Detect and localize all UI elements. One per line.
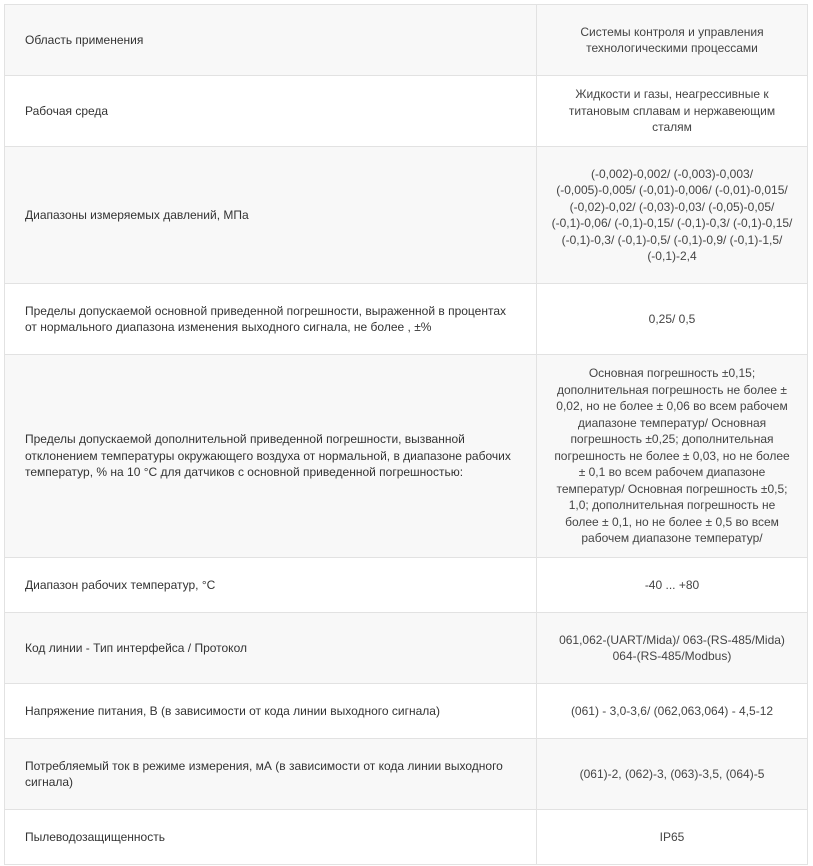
table-row [5, 76, 808, 147]
row-value: -40 ... +80 [644, 577, 700, 592]
row-label-cell [5, 810, 537, 865]
row-label: Напряжение питания, В (в зависимости от кода линии выходного сигнала) [25, 703, 440, 718]
row-value: Системы контроля и управления технологическими процессами [580, 24, 764, 55]
row-label: Диапазоны измеряемых давлений, МПа [25, 207, 249, 222]
row-value: (-0,002)-0,002/ (-0,003)-0,003/ (-0,005)-0,005/ (-0,01)-0,006/ (-0,01)-0,015/ (-0,02)-0,02/ (-0,03)-0,03/ (-0,05)-0,05/ (-0,1)-0,06/ (-0,1)-0,15/ (-0,1)-0,3/ (-0,1)-0,15/ (-0,1)-0,3/ (-0,1)-0,5/ (-0,1)-0,9/ (-0,1)-1,5/ (-0,1)-2,4 [551, 166, 793, 263]
row-value-cell [537, 613, 808, 684]
row-value-cell [537, 284, 808, 355]
row-label: Код линии - Тип интерфейса / Протокол [25, 640, 247, 655]
row-label-cell [5, 5, 537, 76]
row-label-cell [5, 613, 537, 684]
table-row [5, 355, 808, 558]
row-value-cell [537, 147, 808, 284]
row-value: Жидкости и газы, неагрессивные к титановым сплавам и нержавеющим сталям [568, 87, 776, 135]
row-value-cell [537, 76, 808, 147]
row-label-cell [5, 76, 537, 147]
specifications-table [4, 4, 808, 865]
table-row [5, 5, 808, 76]
row-label: Диапазон рабочих температур, °С [25, 577, 216, 592]
row-label-cell [5, 355, 537, 558]
row-label-cell [5, 684, 537, 739]
row-value: 0,25/ 0,5 [648, 311, 696, 326]
table-row [5, 810, 808, 865]
table-row [5, 558, 808, 613]
row-value-cell [537, 558, 808, 613]
table-row [5, 684, 808, 739]
row-label: Пределы допускаемой дополнительной приведенной погрешности, вызванной отклонением температуры окружающего воздуха от нормальной, в диапазоне рабочих температур, % на 10 °С для датчиков с основной приведенной погрешностью: [25, 432, 511, 480]
row-label-cell [5, 284, 537, 355]
row-label: Пределы допускаемой основной приведенной погрешности, выраженной в процентах от нормального диапазона изменения выходного сигнала, не более , ±% [25, 303, 506, 334]
row-label-cell [5, 147, 537, 284]
row-label-cell [5, 558, 537, 613]
table-row [5, 284, 808, 355]
row-value: 061,062-(UART/Mida)/ 063-(RS-485/Mida) 064-(RS-485/Modbus) [559, 632, 785, 663]
table-row [5, 613, 808, 684]
row-value: IP65 [659, 829, 685, 844]
table-row [5, 147, 808, 284]
row-label-cell [5, 739, 537, 810]
row-label: Рабочая среда [25, 103, 109, 118]
row-value: (061)-2, (062)-3, (063)-3,5, (064)-5 [579, 766, 765, 781]
row-value-cell [537, 355, 808, 558]
row-value-cell [537, 739, 808, 810]
row-label: Потребляемый ток в режиме измерения, мА (в зависимости от кода линии выходного сигнала) [25, 758, 503, 789]
row-value-cell [537, 5, 808, 76]
table-row [5, 739, 808, 810]
row-value-cell [537, 684, 808, 739]
row-value: (061) - 3,0-3,6/ (062,063,064) - 4,5-12 [570, 703, 774, 718]
row-value-cell [537, 810, 808, 865]
row-label: Пылеводозащищенность [25, 829, 165, 844]
row-value: Основная погрешность ±0,15; дополнительная погрешность не более ± 0,02, но не более ± 0,06 во всем рабочем диапазоне температур/ Основная погрешность ±0,25; дополнительная погрешность не более ± 0,03, но не более ± 0,1 во всем рабочем диапазоне температур/ Основная погрешность ±0,5; 1,0; дополнительная погрешность не более ± 0,1, но не более ± 0,5 во всем рабочем диапазоне температур/ [554, 366, 790, 546]
row-label: Область применения [25, 32, 144, 47]
